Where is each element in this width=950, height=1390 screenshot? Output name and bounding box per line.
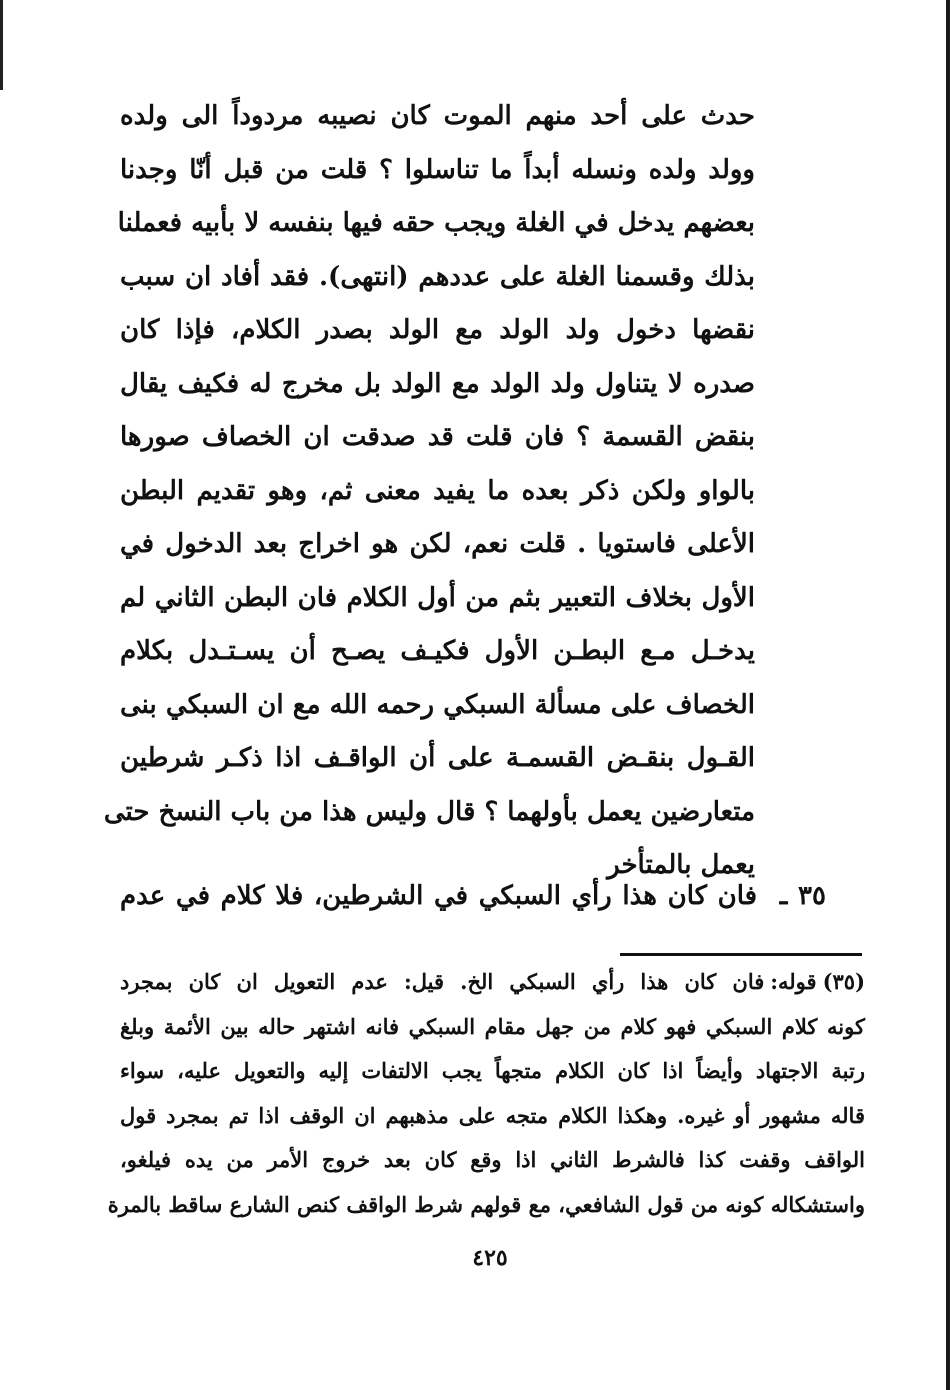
scan-left-edge bbox=[0, 0, 3, 90]
paragraph-text: فان كان هذا رأي السبكي في الشرطين، فلا كلام في عدم bbox=[120, 881, 758, 911]
footnote-text: فان كان هذا رأي السبكي الخ. قيل: عدم التعويل ان كان بمجرد bbox=[120, 969, 765, 994]
page-number: ٤٢٥ bbox=[472, 1245, 508, 1271]
footnote-separator bbox=[620, 953, 862, 956]
main-text-line: بنقض القسمة ؟ فان قلت قد صدقت ان الخصاف صورها bbox=[120, 422, 755, 452]
footnote-number: (٣٥) bbox=[822, 969, 865, 994]
footnote-keyword: قوله: bbox=[770, 969, 817, 994]
footnote-first-line bbox=[120, 960, 865, 1005]
main-text-line: الخصاف على مسألة السبكي رحمه الله مع ان السبكي بنى bbox=[120, 689, 755, 720]
main-text-line: الأول بخلاف التعبير بثم من أول الكلام فان البطن الثاني لم bbox=[120, 582, 755, 613]
main-text-line: بذلك وقسمنا الغلة على عددهم (انتهى). فقد أفاد ان سبب bbox=[120, 261, 755, 292]
scan-right-edge bbox=[946, 0, 950, 1390]
footnote-block bbox=[107, 960, 865, 1227]
footnote-line: كونه كلام السبكي فهو كلام من جهل مقام السبكي فانه اشتهر حاله بين الأئمة وبلغ bbox=[120, 1013, 865, 1039]
main-text-line: حدث على أحد منهم الموت كان نصيبه مردوداً الى ولده bbox=[120, 101, 755, 131]
main-text-line: يدخـل مـع البطـن الأول فكيـف يصـح أن يسـتـدل بكلام bbox=[120, 636, 755, 666]
footnote-line: واستشكاله كونه من قول الشافعي، مع قولهم شرط الواقف كنص الشارع ساقط بالمرة bbox=[107, 1191, 865, 1217]
book-page bbox=[103, 0, 865, 1390]
main-text-line: القـول بنقـض القسمـة على أن الواقـف اذا ذكـر شرطين bbox=[120, 743, 755, 773]
footnote-line: الواقف وقفت كذا فالشرط الثاني اذا وقع كان بعد خروج الأمر من يده فيلغو، bbox=[120, 1147, 865, 1172]
footnote-line: رتبة الاجتهاد وأيضاً اذا كان الكلام متجهاً يجب الالتفات إليه والتعويل عليه، سواء bbox=[120, 1058, 865, 1083]
main-text-line: بالواو ولكن ذكر بعده ما يفيد معنى ثم، وهو تقديم البطن bbox=[120, 475, 755, 506]
main-text-line: نقضها دخول ولد الولد مع الولد بصدر الكلام، فإذا كان bbox=[120, 315, 755, 345]
numbered-paragraph bbox=[120, 868, 826, 924]
main-text-line: بعضهم يدخل في الغلة ويجب حقه فيها بنفسه لا بأبيه فعملنا bbox=[117, 208, 755, 238]
paragraph-number: ٣٥ ـ bbox=[779, 881, 826, 911]
main-text-line: صدره لا يتناول ولد الولد مع الولد بل مخرج له فكيف يقال bbox=[120, 368, 755, 399]
main-text-line: وولد ولده ونسله أبداً ما تناسلوا ؟ قلت من قبل أنّا وجدنا bbox=[120, 154, 755, 185]
main-text-line: الأعلى فاستويا . قلت نعم، لكن هو اخراج بعد الدخول في bbox=[120, 529, 755, 559]
main-text-line: يعمل بالمتأخر bbox=[607, 850, 755, 880]
main-text-line: متعارضين يعمل بأولهما ؟ قال وليس هذا من باب النسخ حتى bbox=[103, 796, 755, 827]
footnote-line: قاله مشهور أو غيره. وهكذا الكلام متجه على مذهبهم ان الوقف اذا تم بمجرد قول bbox=[120, 1102, 865, 1128]
main-text-block bbox=[103, 90, 755, 893]
